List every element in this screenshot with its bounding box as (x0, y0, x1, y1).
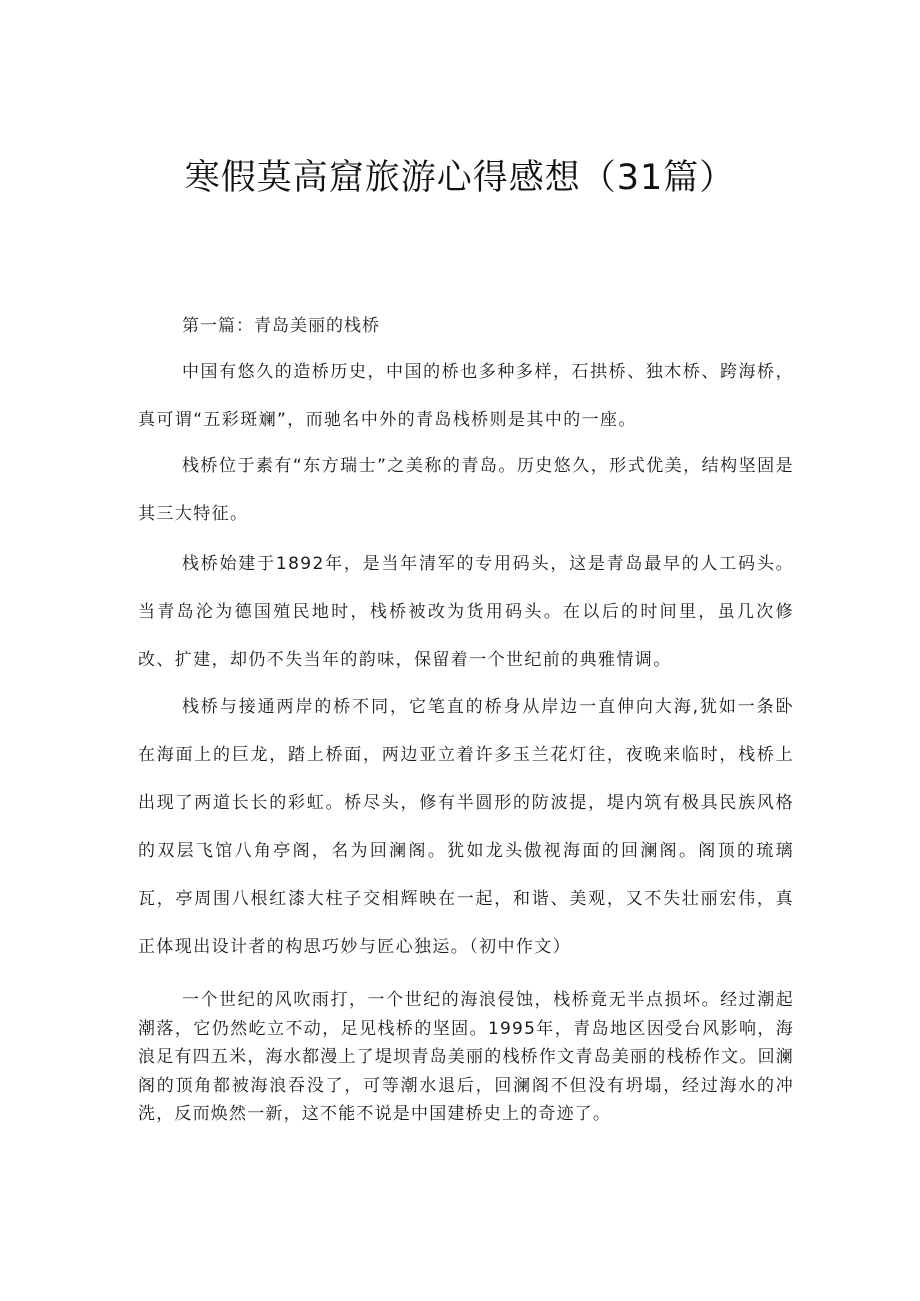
paragraph-2: 栈桥位于素有“东方瑞士”之美称的青岛。历史悠久，形式优美，结构坚固是其三大特征。 (138, 456, 794, 524)
paragraph-5: 一个世纪的风吹雨打，一个世纪的海浪侵蚀，栈桥竟无半点损坏。经过潮起潮落，它仍然屹立不动，足见栈桥的坚固。1995年，青岛地区因受台风影响，海浪足有四五米，海水都漫上了堤坝青岛美丽的栈桥作文青岛美丽的栈桥作文。回澜阁的顶角都被海浪吞没了，可等潮水退后，回澜阁不但没有坍塌，经过海水的冲洗，反而焕然一新，这不能不说是中国建桥史上的奇迹了。 (138, 990, 794, 1124)
paragraph-3: 栈桥始建于1892年，是当年清军的专用码头，这是青岛最早的人工码头。当青岛沦为德国殖民地时，栈桥被改为货用码头。在以后的时间里，虽几次修改、扩建，却仍不失当年的韵味，保留着一个世纪前的典雅情调。 (138, 554, 794, 670)
document-title: 寒假莫高窟旅游心得感想（31篇） (184, 158, 736, 198)
section-heading: 第一篇：青岛美丽的栈桥 (182, 316, 380, 336)
paragraph-4: 栈桥与接通两岸的桥不同，它笔直的桥身从岸边一直伸向大海,犹如一条卧在海面上的巨龙，踏上桥面，两边亚立着许多玉兰花灯往，夜晚来临时，栈桥上出现了两道长长的彩虹。桥尽头，修有半圆形的防波提，堤内筑有极具民族风格的双层飞馆八角亭阁，名为回澜阁。犹如龙头傲视海面的回澜阁。阁顶的琉璃瓦，亭周围八根红漆大柱子交相辉映在一起，和谐、美观，又不失壮丽宏伟，真正体现出设计者的构思巧妙与匠心独运。（初中作文） (138, 697, 794, 957)
paragraph-1: 中国有悠久的造桥历史，中国的桥也多种多样，石拱桥、独木桥、跨海桥，真可谓“五彩斑斓”，而驰名中外的青岛栈桥则是其中的一座。 (138, 362, 794, 430)
